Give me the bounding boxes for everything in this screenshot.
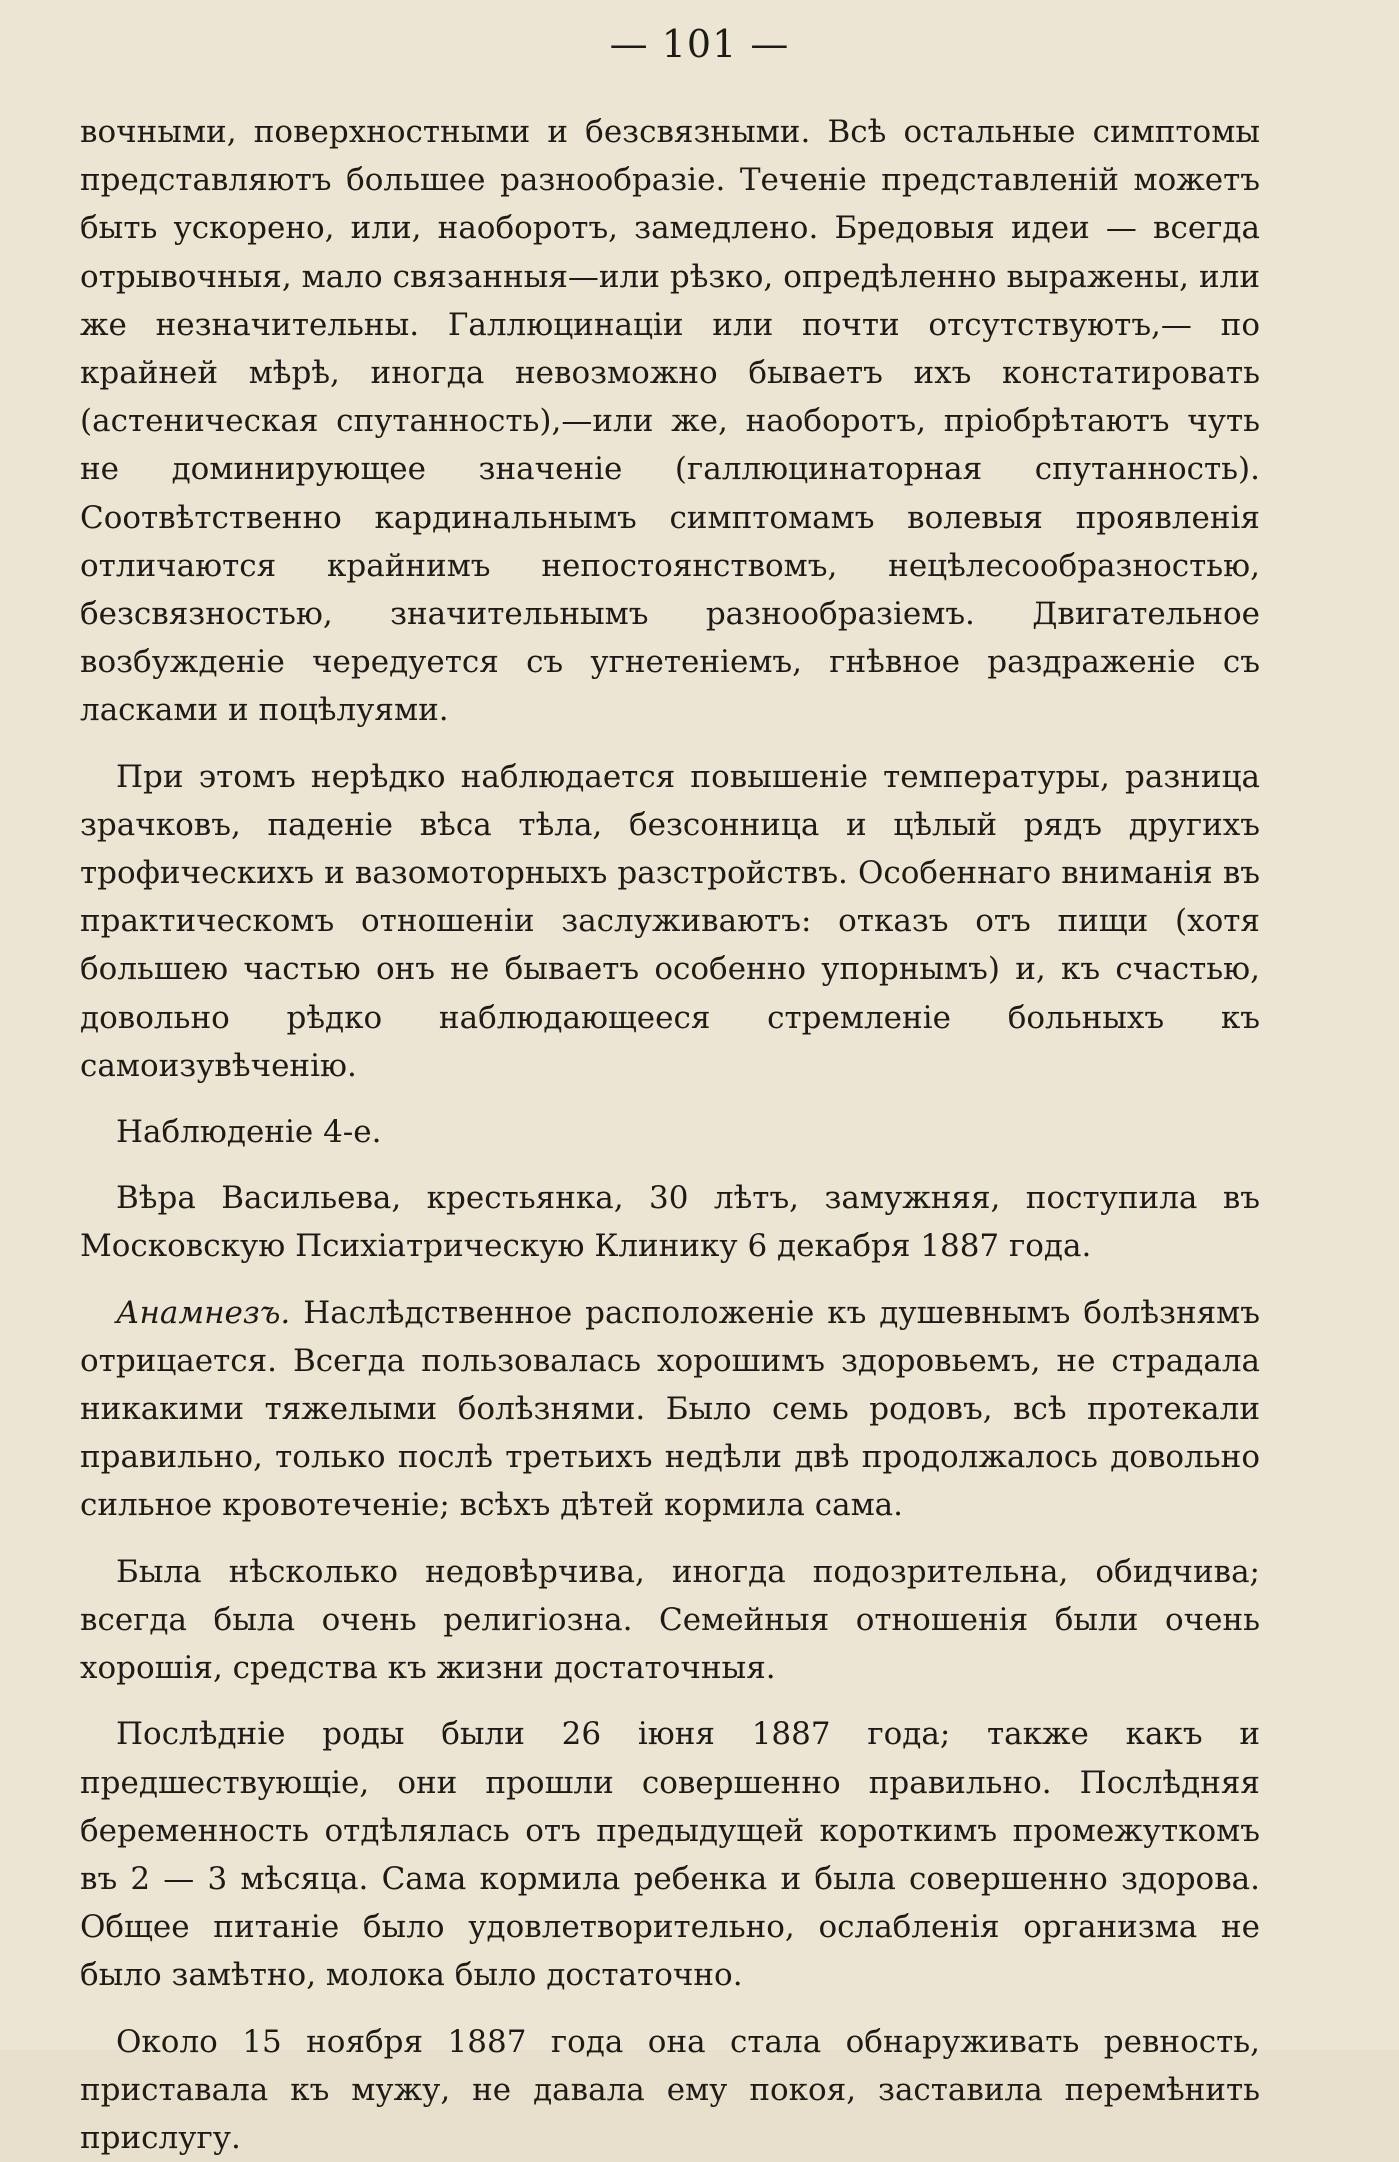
- paragraph-confusion-symptoms: вочными, поверхностными и безсвязными. Всѣ остальные симптомы представляютъ большее разнообразіе. Теченіе представленій можетъ быть ускорено, или, наоборотъ, замедлено. Бредовыя идеи — всегда отрывочныя, мало связанныя—или рѣзко, опредѣленно выражены, или же незначительны. Галлюцинаціи или почти отсутствуютъ,— по крайней мѣрѣ, иногда невозможно бываетъ ихъ констатировать (астеническая спутанность),—или же, наоборотъ, пріобрѣтаютъ чуть не доминирующее значеніе (галлюцинаторная спутанность). Соотвѣтственно кардинальнымъ симптомамъ волевыя проявленія отличаются крайнимъ непостоянствомъ, нецѣлесообразностью, безсвязностью, значительнымъ разнообразіемъ. Двигательное возбужденіе чередуется съ угнетеніемъ, гнѣвное раздраженіе съ ласками и поцѣлуями.: [80, 114, 1260, 729]
- observation-heading: Наблюденіе 4-е.: [116, 1114, 382, 1151]
- anamnesis-text: Наслѣдственное расположеніе къ душевнымъ болѣзнямъ отрицается. Всегда пользовалась хорошимъ здоровьемъ, не страдала никакими тяжелыми болѣзнями. Было семь родовъ, всѣ протекали правильно, только послѣ третьихъ недѣли двѣ продолжалось довольно сильное кровотеченіе; всѣхъ дѣтей кормила сама.: [80, 1294, 1260, 1524]
- page-number: — 101 —: [609, 22, 790, 66]
- paragraph-character: Была нѣсколько недовѣрчива, иногда подозрительна, обидчива; всегда была очень религіозна. Семейныя отношенія были очень хорошія, средства къ жизни достаточныя.: [80, 1553, 1260, 1687]
- anamnesis-label: Анамнезъ.: [116, 1294, 291, 1331]
- anamnesis-paragraph: [80, 1289, 1260, 1530]
- observation-intro: Вѣра Васильева, крестьянка, 30 лѣтъ, замужняя, поступила въ Московскую Психіатрическую Клинику 6 декабря 1887 года.: [80, 1180, 1260, 1265]
- page-body: [80, 108, 1260, 2162]
- paragraph-onset: Около 15 ноября 1887 года она стала обнаруживать ревность, приставала къ мужу, не давала ему покоя, заставила перемѣнить прислугу.: [80, 2023, 1260, 2156]
- paragraph-last-birth: Послѣдніе роды были 26 іюня 1887 года; также какъ и предшествующіе, они прошли совершенно правильно. Послѣдняя беременность отдѣлялась отъ предыдущей короткимъ промежуткомъ въ 2 — 3 мѣсяца. Сама кормила ребенка и была совершенно здорова. Общее питаніе было удовлетворительно, ослабленія организма не было замѣтно, молока было достаточно.: [80, 1716, 1260, 1994]
- paragraph-somatic-symptoms: При этомъ нерѣдко наблюдается повышеніе температуры, разница зрачковъ, паденіе вѣса тѣла, безсонница и цѣлый рядъ другихъ трофическихъ и вазомоторныхъ разстройствъ. Особеннаго вниманія въ практическомъ отношеніи заслуживаютъ: отказъ отъ пищи (хотя большею частью онъ не бываетъ особенно упорнымъ) и, къ счастью, довольно рѣдко наблюдающееся стремленіе больныхъ къ самоизувѣченію.: [80, 758, 1260, 1084]
